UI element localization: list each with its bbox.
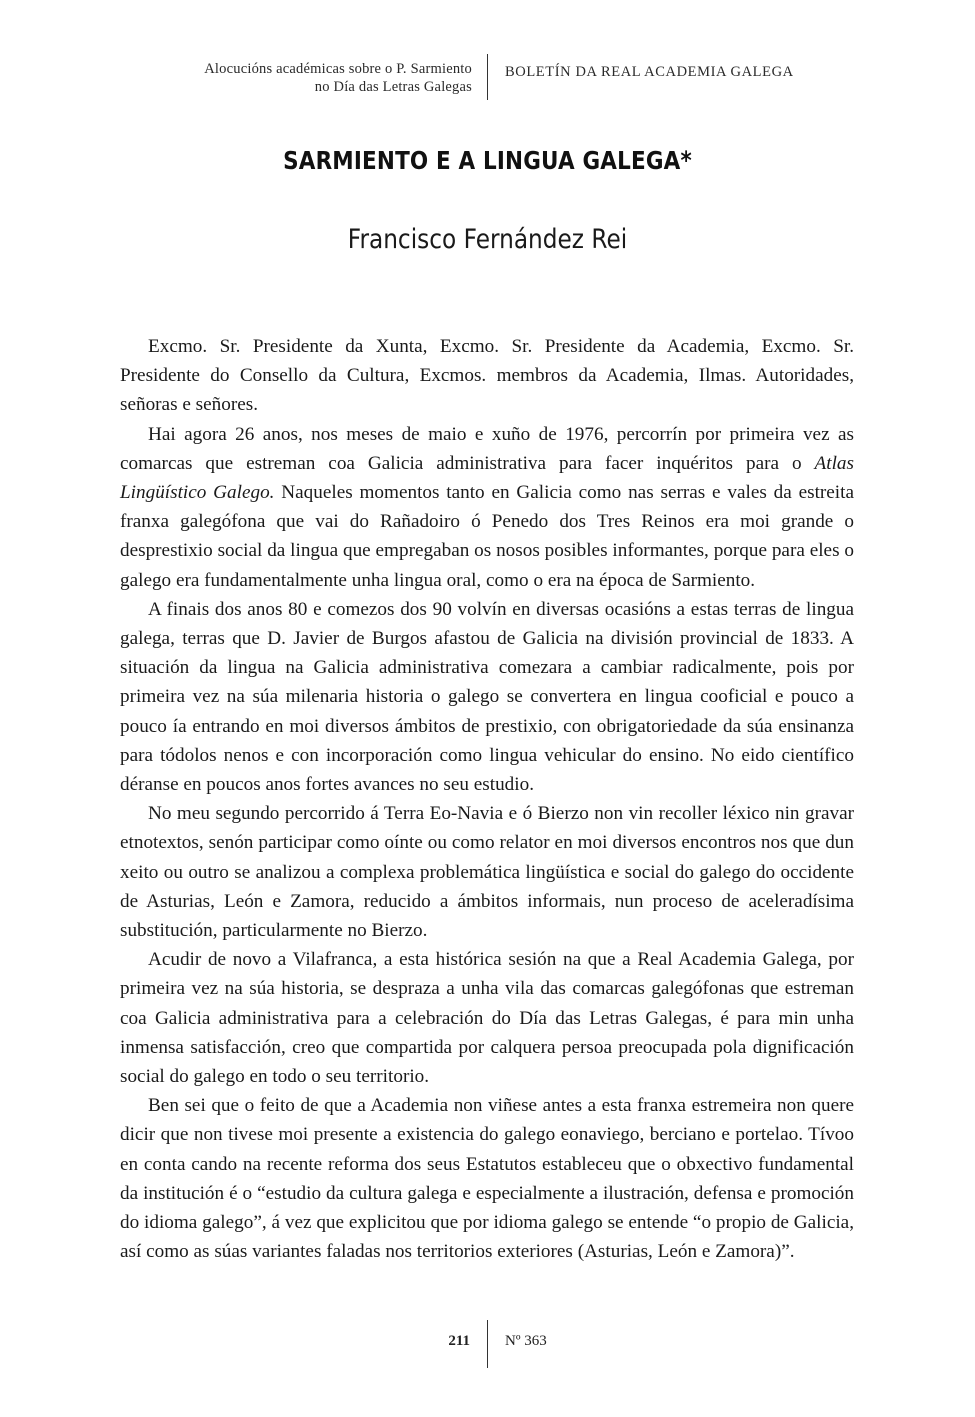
article-author: Francisco Fernández Rei (347, 224, 628, 255)
atlas-title: Atlas Lingüístico Galego. (120, 452, 854, 504)
running-header-journal: BOLETÍN DA REAL ACADEMIA GALEGA (505, 64, 794, 80)
paragraph: Acudir de novo a Vilafranca, a esta histórica sesión na que a Real Academia Galega, por primeira vez na súa historia, se despraza a unha vila das comarcas galegófonas que estreman coa Galicia administrativa para a celebración do Día das Letras Galegas, é para min unha inmensa satisfacción, creo que compartida por calquera persoa preocupada pola dignificación social do galego en todo o seu territorio. (120, 949, 854, 1088)
header-series-line-1: Alocucións académicas sobre o P. Sarmiento (204, 61, 472, 77)
footer-divider (487, 1320, 488, 1368)
header-series-line-2: no Día das Letras Galegas (314, 79, 472, 95)
issue-number: Nº 363 (505, 1333, 547, 1349)
paragraph: Excmo. Sr. Presidente da Xunta, Excmo. Sr. Presidente da Academia, Excmo. Sr. Presidente do Consello da Cultura, Excmos. membros da Academia, Ilmas. Autoridades, señoras e señores. (120, 336, 854, 416)
article-title: SARMIENTO E A LINGUA GALEGA* (283, 146, 692, 175)
paragraph-text: Hai agora 26 anos, nos meses de maio e xuño de 1976, percorrín por primeira vez as comarcas que estreman coa Galicia administrativa para facer inquéritos para o (120, 423, 854, 474)
article-body (120, 332, 854, 1267)
page-number: 211 (448, 1333, 470, 1349)
paragraph: Ben sei que o feito de que a Academia non viñese antes a esta franxa estremeira non quere dicir que non tivese moi presente a existencia do galego eonaviego, berciano e portelao. Tívoo en conta cando na recente reforma dos seus Estatutos estableceu que o obxectivo fundamental da institución é o “estudio da cultura galega e especialmente a ilustración, defensa e promoción do idioma galego”, á vez que explicitou que por idioma galego se entende “o propio de Galicia, así como as súas variantes faladas nos territorios exteriores (Asturias, León e Zamora)”. (120, 1095, 854, 1263)
paragraph (120, 420, 854, 595)
header-divider (487, 54, 488, 100)
paragraph: No meu segundo percorrido á Terra Eo-Navia e ó Bierzo non vin recoller léxico nin gravar etnotextos, senón participar como oínte ou como relator en moi diversos encontros nos que dun xeito ou outro se analizou a complexa problemática lingüística e social do galego do occidente de Asturias, León e Zamora, reducido a ámbitos informais, nun proceso de aceleradísima substitución, particularmente no Bierzo. (120, 803, 854, 942)
paragraph-text: Naqueles momentos tanto en Galicia como nas serras e vales da estreita franxa galegófona que vai do Rañadoiro ó Penedo dos Tres Reinos era moi grande o desprestixio social da lingua que empregaban os nosos posibles informantes, porque para eles o galego era fundamentalmente unha lingua oral, como o era na época de Sarmiento. (120, 482, 854, 591)
running-header-left (204, 60, 472, 96)
paragraph: A finais dos anos 80 e comezos dos 90 volvín en diversas ocasións a estas terras de lingua galega, terras que D. Javier de Burgos afastou de Galicia na división provincial de 1833. A situación da lingua na Galicia administrativa comezara a cambiar radicalmente, pois por primeira vez na súa milenaria historia o galego se convertera en lingua cooficial e pouco a pouco ía entrando en moi diversos ámbitos de prestixio, con obrigatoriedade da súa ensinanza para tódolos nenos e con incorporación como lingua vehicular do ensino. No eido científico déranse en poucos anos fortes avances no seu estudio. (120, 598, 854, 796)
